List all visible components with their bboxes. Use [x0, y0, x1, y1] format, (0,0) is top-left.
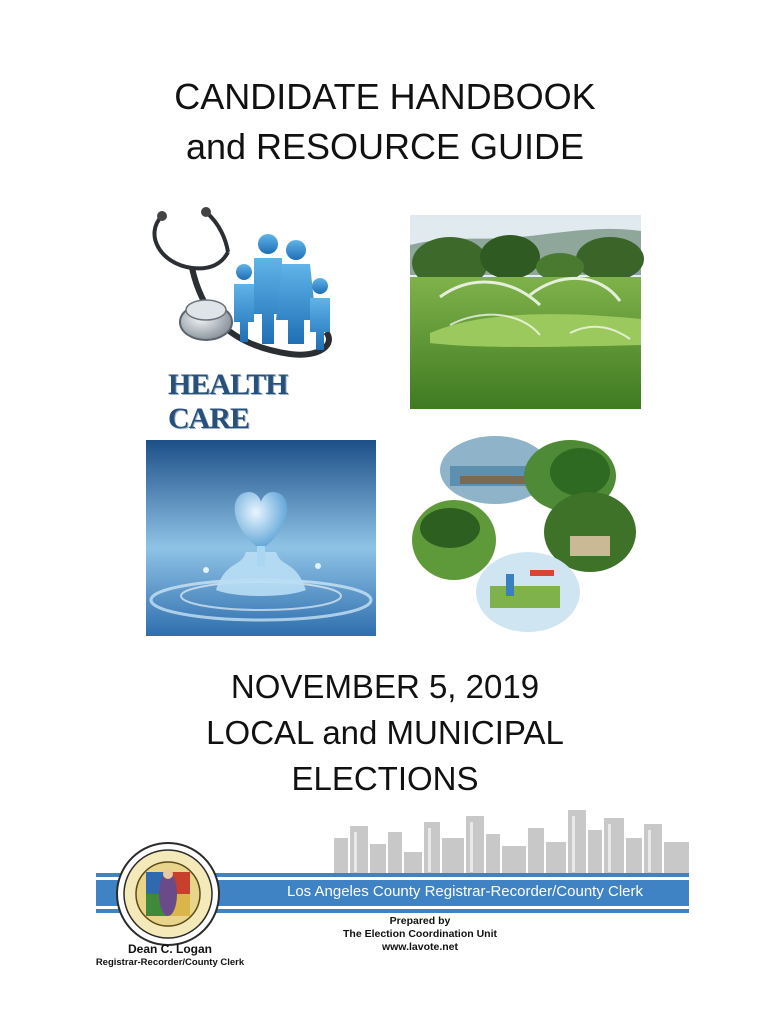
parks-collage-image	[410, 436, 640, 632]
prepared-by-block	[300, 915, 540, 954]
health-care-caption: HEALTH CARE	[168, 368, 288, 435]
title-line-2: and RESOURCE GUIDE	[185, 126, 585, 167]
county-seal-icon	[116, 842, 220, 946]
website-link[interactable]: www.lavote.net	[381, 941, 459, 953]
title-line-1: CANDIDATE HANDBOOK	[174, 76, 596, 117]
water-droplet-heart-icon	[146, 440, 376, 636]
water-heart-image	[146, 440, 376, 636]
official-title: Registrar-Recorder/County Clerk	[95, 957, 245, 968]
official-name: Dean C. Logan	[127, 942, 212, 956]
official-signature-block	[80, 942, 260, 969]
election-unit-name: The Election Coordination Unit	[343, 928, 497, 940]
health-care-image	[140, 204, 350, 435]
prepared-by-label: Prepared by	[389, 915, 451, 927]
sprinkler-lawn-icon	[410, 215, 641, 409]
election-type: LOCAL and MUNICIPAL	[206, 714, 564, 751]
election-word: ELECTIONS	[291, 760, 479, 797]
park-sprinkler-image	[410, 215, 641, 409]
election-date: NOVEMBER 5, 2019	[230, 668, 540, 705]
park-collage-icon	[410, 436, 640, 632]
registrar-banner-text: Los Angeles County Registrar-Recorder/County Clerk	[287, 883, 643, 900]
city-skyline-icon	[334, 808, 689, 876]
election-info	[0, 664, 770, 802]
stethoscope-family-icon	[140, 204, 350, 374]
document-title	[0, 72, 770, 172]
